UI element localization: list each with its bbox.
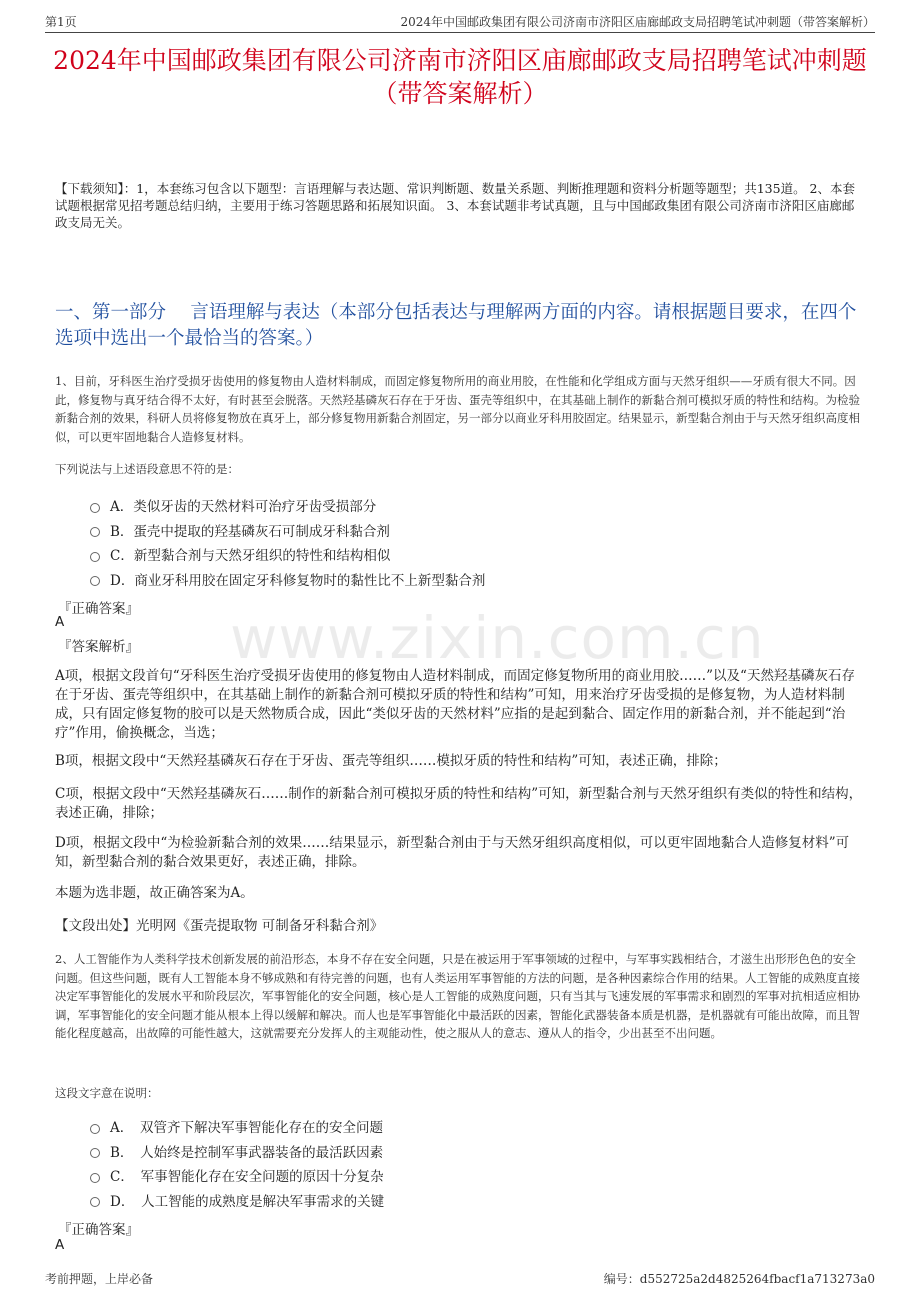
question-1-option-c[interactable] — [90, 542, 850, 567]
analysis-option-a: A项，根据文段首句“牙科医生治疗受损牙齿使用的修复物由人造材料制成，而固定修复物所用的商业用胶……”以及“天然羟基磷灰石存在于牙齿、蛋壳等组织中，在其基础上制作的新黏合剂可模拟牙质的特性和结构”可知，用来治疗牙齿受损的是修复物，为人造材料制成，只有固定修复物的胶可以是天然物质合成，因此“类似牙齿的天然材料”应指的是起到黏合、固定作用的新黏合剂，并不能起到“治疗”作用，偷换概念，当选； — [55, 668, 855, 741]
watermark: www.zixin.com.cn — [230, 604, 765, 672]
question-2-options — [90, 1114, 850, 1212]
page-header — [45, 10, 875, 33]
page-footer — [45, 1270, 875, 1287]
download-notice: 【下载须知】：1，本套练习包含以下题型：言语理解与表达题、常识判断题、数量关系题、判断推理题和资料分析题等题型；共135道。 2、本套试题根据常见招考题总结归纳，主要用于练习答题思路和拓展知识面。 3、本套试题非考试真题，且与中国邮政集团有限公司济南市济阳区庙廊邮政支局无关。 — [55, 181, 855, 230]
radio-icon[interactable] — [90, 503, 100, 513]
radio-icon[interactable] — [90, 576, 100, 586]
analysis-option-d: D项，根据文段中“为检验新黏合剂的效果……结果显示，新型黏合剂由于与天然牙组织高度相似，可以更牢固地黏合人造修复材料”可知，新型黏合剂的黏合效果更好，表述正确，排除。 — [55, 835, 850, 870]
question-1-prompt: 下列说法与上述语段意思不符的是： — [55, 462, 239, 476]
question-1-stem: 1、目前，牙科医生治疗受损牙齿使用的修复物由人造材料制成，而固定修复物所用的商业用胶，在性能和化学组成方面与天然牙组织——牙质有很大不同。因此，修复物与真牙结合得不太好，有时甚至会脱落。天然羟基磷灰石存在于牙齿、蛋壳等组织中，在其基础上制作的新黏合剂可模拟牙质的特性和结构。为检验新黏合剂的效果，科研人员将修复物放在真牙上，部分修复物用新黏合剂固定，另一部分以商业牙科用胶固定。结果显示，新型黏合剂由于与天然牙组织高度相似，可以更牢固地黏合人造修复材料。 — [55, 374, 860, 444]
radio-icon[interactable] — [90, 1124, 100, 1134]
question-1-option-a[interactable] — [90, 493, 850, 518]
radio-icon[interactable] — [90, 1173, 100, 1183]
option-label: B．蛋壳中提取的羟基磷灰石可制成牙科黏合剂 — [110, 523, 390, 540]
question-1-analysis-label: 『答案解析』 — [58, 639, 139, 655]
section-heading: 一、第一部分 言语理解与表达（本部分包括表达与理解两方面的内容。请根据题目要求，在四个选项中选出一个最恰当的答案。） — [55, 302, 857, 349]
option-label: C．新型黏合剂与天然牙组织的特性和结构相似 — [110, 548, 391, 565]
option-label: A．类似牙齿的天然材料可治疗牙齿受损部分 — [110, 499, 377, 516]
footer-slogan: 考前押题，上岸必备 — [45, 1272, 154, 1286]
question-2-option-b[interactable] — [90, 1139, 850, 1164]
footer-doc-id: 编号：d552725a2d4825264fbacf1a713273a0 — [603, 1272, 875, 1286]
question-1-options — [90, 493, 850, 591]
option-label: D． 人工智能的成熟度是解决军事需求的关键 — [110, 1193, 385, 1210]
question-2-answer-label: 『正确答案』 — [58, 1222, 139, 1238]
question-1-option-b[interactable] — [90, 518, 850, 543]
radio-icon[interactable] — [90, 552, 100, 562]
option-label: A． 双管齐下解决军事智能化存在的安全问题 — [110, 1120, 383, 1137]
question-1-option-d[interactable] — [90, 567, 850, 592]
document-title: 2024年中国邮政集团有限公司济南市济阳区庙廊邮政支局招聘笔试冲刺题（带答案解析） — [53, 46, 867, 108]
option-label: C． 军事智能化存在安全问题的原因十分复杂 — [110, 1169, 384, 1186]
question-2-option-c[interactable] — [90, 1163, 850, 1188]
question-2-answer: A — [55, 1237, 65, 1253]
analysis-option-b: B项，根据文段中“天然羟基磷灰石存在于牙齿、蛋壳等组织……模拟牙质的特性和结构”可知，表述正确，排除； — [55, 753, 727, 769]
question-2-stem: 2、人工智能作为人类科学技术创新发展的前沿形态，本身不存在安全问题，只是在被运用于军事领域的过程中，与军事实践相结合，才滋生出形形色色的安全问题。但这些问题，既有人工智能本身不够成熟和有待完善的问题，也有人类运用军事智能的方法的问题，是各种因素综合作用的结果。人工智能的成熟度直接决定军事智能化的发展水平和阶段层次，军事智能化的安全问题，核心是人工智能的成熟度问题，只有当其与飞速发展的军事需求和剧烈的军事对抗相适应相协调，军事智能化的安全问题才能从根本上得以缓解和解决。而人也是军事智能化中最活跃的因素，智能化武器装备本质是机器，是机器就有可能出故障，而且智能化程度越高，出故障的可能性越大，这就需要充分发挥人的主观能动性，使之服从人的意志、遵从人的指令，少出甚至不出问题。 — [55, 952, 860, 1040]
radio-icon[interactable] — [90, 527, 100, 537]
header-doc-title: 2024年中国邮政集团有限公司济南市济阳区庙廊邮政支局招聘笔试冲刺题（带答案解析） — [400, 15, 875, 29]
question-2-option-a[interactable] — [90, 1114, 850, 1139]
radio-icon[interactable] — [90, 1197, 100, 1207]
option-label: D．商业牙科用胶在固定牙科修复物时的黏性比不上新型黏合剂 — [110, 572, 486, 589]
question-2-prompt: 这段文字意在说明： — [55, 1086, 159, 1100]
analysis-option-c: C项，根据文段中“天然羟基磷灰石……制作的新黏合剂可模拟牙质的特性和结构”可知，新型黏合剂与天然牙组织有类似的特性和结构，表述正确，排除； — [55, 786, 863, 821]
analysis-conclusion: 本题为选非题，故正确答案为A。 — [55, 885, 254, 901]
page-number: 第1页 — [45, 15, 77, 29]
question-1-answer: A — [55, 614, 65, 630]
radio-icon[interactable] — [90, 1148, 100, 1158]
question-2-option-d[interactable] — [90, 1188, 850, 1213]
option-label: B． 人始终是控制军事武器装备的最活跃因素 — [110, 1144, 384, 1161]
question-1-answer-label: 『正确答案』 — [58, 601, 139, 617]
analysis-source: 【文段出处】光明网《蛋壳提取物 可制备牙科黏合剂》 — [55, 918, 384, 934]
